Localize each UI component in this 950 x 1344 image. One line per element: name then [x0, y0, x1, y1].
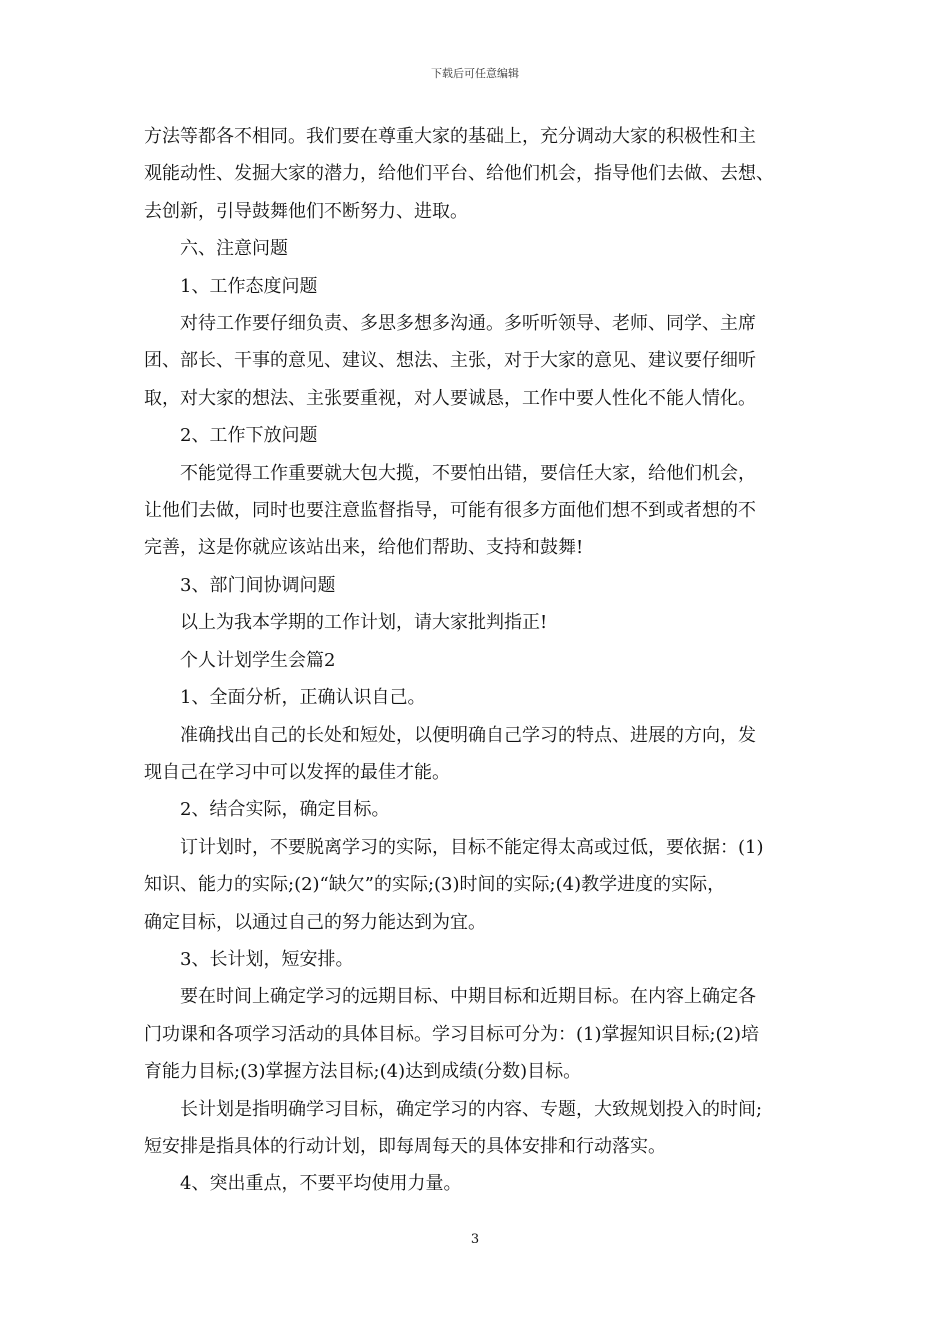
text-line: 对待工作要仔细负责、多思多想多沟通。多听听领导、老师、同学、主席: [180, 313, 756, 335]
subsection-heading: 3、部门间协调问题: [180, 574, 336, 596]
subsection-heading: 2、工作下放问题: [180, 425, 318, 447]
text-line: 门功课和各项学习活动的具体目标。学习目标可分为：(1)掌握知识目标;(2)培: [144, 1023, 760, 1045]
text-line: 育能力目标;(3)掌握方法目标;(4)达到成绩(分数)目标。: [144, 1061, 582, 1083]
text-line: 不能觉得工作重要就大包大揽，不要怕出错，要信任大家，给他们机会，: [180, 462, 756, 484]
subsection-heading: 2、结合实际，确定目标。: [180, 799, 390, 821]
text-line: 要在时间上确定学习的远期目标、中期目标和近期目标。在内容上确定各: [180, 986, 756, 1008]
text-line: 准确找出自己的长处和短处，以便明确自己学习的特点、进展的方向，发: [180, 724, 756, 746]
subsection-heading: 1、工作态度问题: [180, 275, 318, 297]
text-line: 让他们去做，同时也要注意监督指导，可能有很多方面他们想不到或者想的不: [144, 500, 756, 522]
text-line: 确定目标，以通过自己的努力能达到为宜。: [144, 911, 486, 933]
text-line: 去创新，引导鼓舞他们不断努力、进取。: [144, 200, 468, 222]
subsection-heading: 1、全面分析，正确认识自己。: [180, 687, 426, 709]
subsection-heading: 4、突出重点，不要平均使用力量。: [180, 1173, 462, 1195]
text-line: 完善，这是你就应该站出来，给他们帮助、支持和鼓舞!: [144, 537, 584, 559]
text-line: 取，对大家的想法、主张要重视，对人要诚恳，工作中要人性化不能人情化。: [144, 387, 756, 409]
article-title: 个人计划学生会篇2: [180, 649, 336, 671]
text-line: 方法等都各不相同。我们要在尊重大家的基础上，充分调动大家的积极性和主: [144, 126, 756, 147]
text-line: 长计划是指明确学习目标，确定学习的内容、专题，大致规划投入的时间;: [180, 1098, 763, 1120]
text-line: 以上为我本学期的工作计划，请大家批判指正!: [180, 612, 548, 634]
text-line: 观能动性、发掘大家的潜力，给他们平台、给他们机会，指导他们去做、去想、: [144, 163, 774, 185]
text-line: 短安排是指具体的行动计划，即每周每天的具体安排和行动落实。: [144, 1135, 666, 1157]
text-line: 订计划时，不要脱离学习的实际，目标不能定得太高或过低，要依据：(1): [180, 836, 764, 858]
document-body: [144, 118, 814, 1203]
subsection-heading: 3、长计划，短安排。: [180, 948, 354, 970]
text-line: 知识、能力的实际;(2)“缺欠”的实际;(3)时间的实际;(4)教学进度的实际，: [144, 874, 726, 896]
page-number: 3: [470, 1232, 480, 1247]
section-heading: 六、注意问题: [180, 238, 288, 260]
page-header: 下载后可任意编辑: [431, 67, 519, 80]
text-line: 现自己在学习中可以发挥的最佳才能。: [144, 761, 450, 783]
text-line: 团、部长、干事的意见、建议、想法、主张，对于大家的意见、建议要仔细听: [144, 350, 756, 372]
